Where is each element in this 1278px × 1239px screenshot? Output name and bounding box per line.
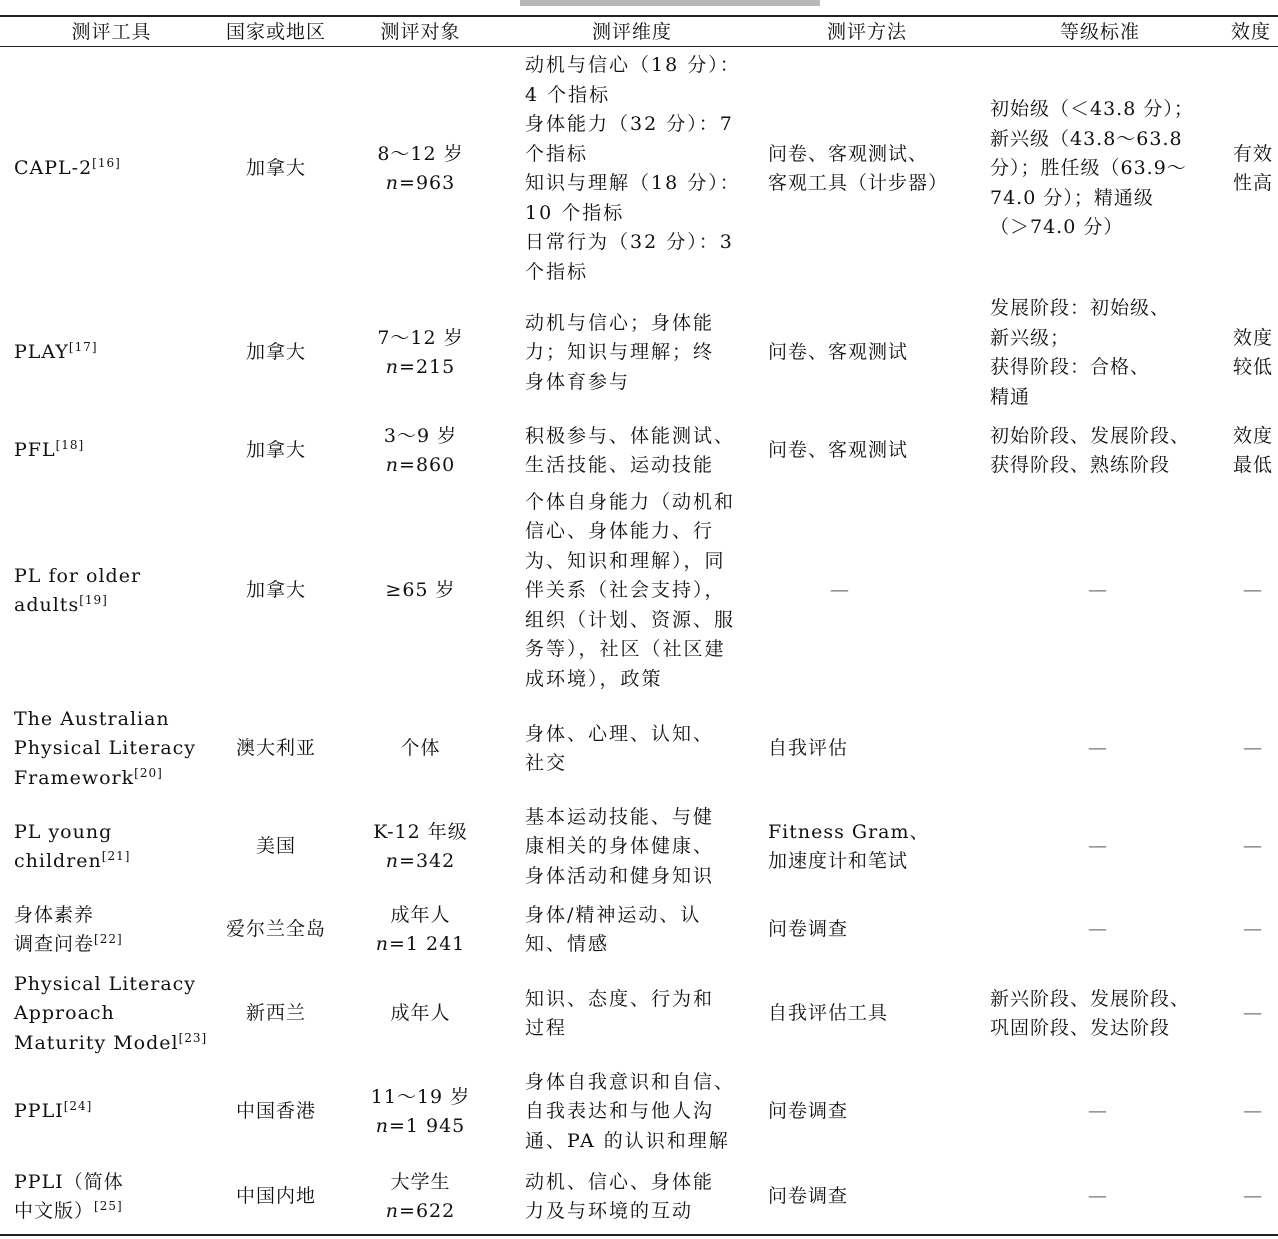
cell-method: 问卷调查 (768, 1185, 849, 1208)
table-header-rule (0, 46, 1278, 47)
cell-target (343, 966, 498, 1062)
tool-reference: [22] (94, 932, 123, 946)
target-group: 成年人 (390, 903, 451, 926)
table-caption-fragment (520, 0, 820, 6)
header-validity: 效度 (1230, 21, 1271, 43)
cell-levels: 初始阶段、发展阶段、 获得阶段、熟练阶段 (990, 424, 1191, 476)
tool-name: The Australian Physical Literacy Framework (14, 707, 197, 789)
sample-size-symbol: n (385, 172, 400, 194)
cell-tool (14, 486, 209, 696)
table-row (0, 418, 1278, 484)
cell-region: 加拿大 (245, 579, 306, 602)
cell-levels: — (1088, 918, 1108, 941)
cell-validity: — (1243, 579, 1263, 602)
sample-size (343, 1112, 498, 1142)
cell-dimensions: 身体、心理、认知、 社交 (525, 722, 715, 774)
tool-reference: [25] (94, 1199, 123, 1213)
cell-validity: — (1243, 1100, 1263, 1123)
cell-tool (14, 698, 209, 800)
sample-size-symbol: n (385, 356, 400, 378)
sample-size-value: =215 (399, 356, 456, 378)
cell-region: 澳大利亚 (235, 737, 316, 760)
cell-target (343, 698, 498, 800)
cell-levels: 初始级（＜43.8 分）； 新兴级（43.8～63.8 分）；胜任级（63.9～ 74.0 分）；精通级 （＞74.0 分） (990, 98, 1194, 239)
table-row (0, 1064, 1278, 1160)
table-row (0, 894, 1278, 966)
sample-size-symbol: n (385, 1200, 400, 1222)
cell-method: — (830, 579, 850, 602)
tool-reference: [18] (55, 438, 85, 453)
cell-target (343, 1162, 498, 1232)
cell-levels: — (1088, 1185, 1108, 1208)
cell-tool (14, 802, 209, 892)
cell-target (343, 1064, 498, 1160)
table-top-rule (0, 15, 1278, 17)
tool-name: CAPL-2 (14, 157, 93, 180)
cell-tool (14, 292, 209, 414)
sample-size-value: =1 241 (388, 933, 466, 955)
header-levels: 等级标准 (1059, 21, 1140, 43)
tool-name: PPLI (14, 1100, 64, 1123)
sample-size-value: =860 (399, 454, 456, 476)
table-bottom-rule (0, 1234, 1278, 1236)
cell-levels: — (1088, 835, 1108, 858)
cell-validity: 效度 较低 (1232, 326, 1273, 378)
tool-name: PPLI（简体 中文版） (14, 1170, 124, 1222)
header-dimensions: 测评维度 (591, 21, 672, 43)
cell-tool (14, 1064, 209, 1160)
tool-reference: [21] (101, 849, 131, 863)
cell-validity: — (1243, 737, 1263, 760)
cell-validity: — (1243, 1002, 1263, 1025)
cell-target (343, 418, 498, 484)
header-region: 国家或地区 (225, 21, 326, 43)
table-row (0, 292, 1278, 414)
sample-size (343, 169, 498, 199)
cell-target (343, 50, 498, 288)
cell-levels: 发展阶段：初始级、 新兴级； 获得阶段：合格、 精通 (990, 297, 1171, 408)
cell-validity: 效度 最低 (1232, 424, 1273, 476)
cell-region: 加拿大 (245, 439, 306, 462)
cell-tool (14, 50, 209, 288)
cell-target (343, 292, 498, 414)
sample-size (343, 847, 498, 877)
cell-region: 中国内地 (235, 1185, 316, 1208)
tool-name: PL young children (14, 820, 113, 872)
sample-size (343, 451, 498, 481)
target-group: K-12 年级 (373, 820, 468, 843)
tool-name: Physical Literacy Approach Maturity Model (14, 972, 197, 1054)
cell-region: 爱尔兰全岛 (225, 918, 326, 941)
cell-dimensions: 动机、信心、身体能 力及与环境的互动 (525, 1170, 715, 1222)
cell-region: 加拿大 (245, 157, 306, 180)
sample-size-symbol: n (375, 1115, 389, 1137)
cell-region: 中国香港 (235, 1100, 316, 1123)
cell-region: 美国 (255, 835, 296, 858)
table-row (0, 802, 1278, 892)
target-group: 大学生 (390, 1170, 451, 1193)
cell-method: 问卷、客观测试 (768, 439, 909, 462)
cell-levels: — (1088, 1100, 1108, 1123)
cell-dimensions: 动机与信心（18 分）： 4 个指标 身体能力（32 分）：7 个指标 知识与理解（18 分）： 10 个指标 日常行为（32 分）：3 个指标 (525, 54, 741, 283)
target-group: 8～12 岁 (377, 142, 464, 165)
cell-region: 加拿大 (245, 341, 306, 364)
target-group: 11～19 岁 (370, 1085, 471, 1108)
cell-validity: — (1243, 918, 1263, 941)
cell-target (343, 802, 498, 892)
sample-size-value: =1 945 (388, 1115, 466, 1137)
header-target: 测评对象 (380, 21, 461, 43)
cell-levels: — (1088, 737, 1108, 760)
cell-dimensions: 身体自我意识和自信、 自我表达和与他人沟 通、PA 的认识和理解 (525, 1070, 736, 1152)
cell-validity: — (1243, 835, 1263, 858)
cell-validity: 有效 性高 (1232, 142, 1273, 194)
target-group: 7～12 岁 (377, 326, 464, 349)
table-row (0, 486, 1278, 696)
tool-name: PLAY (14, 341, 69, 364)
tool-reference: [20] (134, 765, 163, 780)
cell-dimensions: 身体/精神运动、认 知、情感 (525, 903, 702, 955)
target-group: 个体 (400, 737, 441, 760)
cell-tool (14, 966, 209, 1062)
table-row (0, 698, 1278, 800)
sample-size-symbol: n (375, 933, 389, 955)
cell-method: 问卷调查 (768, 1100, 849, 1123)
cell-validity: — (1243, 1185, 1263, 1208)
cell-method: 自我评估工具 (768, 1002, 889, 1025)
tool-name: PFL (14, 439, 56, 462)
cell-tool (14, 418, 209, 484)
sample-size-value: =342 (399, 850, 456, 872)
sample-size (343, 930, 498, 960)
cell-region: 新西兰 (245, 1002, 306, 1025)
cell-dimensions: 积极参与、体能测试、 生活技能、运动技能 (525, 424, 736, 476)
sample-size-symbol: n (385, 850, 400, 872)
header-tool: 测评工具 (71, 21, 152, 43)
cell-dimensions: 知识、态度、行为和 过程 (525, 987, 715, 1039)
table-row (0, 966, 1278, 1062)
sample-size-symbol: n (385, 454, 400, 476)
tool-reference: [19] (79, 593, 108, 607)
cell-target (343, 486, 498, 696)
cell-levels: — (1088, 579, 1108, 602)
cell-dimensions: 动机与信心；身体能 力；知识与理解；终 身体育参与 (525, 311, 715, 393)
sample-size (343, 1197, 498, 1227)
tool-reference: [17] (68, 340, 98, 355)
cell-method: 问卷、客观测试 (768, 341, 909, 364)
cell-levels: 新兴阶段、发展阶段、 巩固阶段、发达阶段 (990, 987, 1191, 1039)
target-group: ≥65 岁 (385, 579, 456, 602)
target-group: 3～9 岁 (383, 424, 458, 447)
sample-size (343, 353, 498, 383)
target-group: 成年人 (390, 1002, 451, 1025)
sample-size-value: =963 (399, 172, 456, 194)
cell-method: Fitness Gram、 加速度计和笔试 (768, 820, 930, 872)
cell-tool (14, 894, 209, 966)
cell-method: 问卷、客观测试、 客观工具（计步器） (768, 142, 949, 194)
cell-tool (14, 1162, 209, 1232)
tool-name: 身体素养 调查问卷 (14, 903, 95, 955)
tool-reference: [23] (178, 1030, 208, 1045)
tool-reference: [16] (92, 156, 121, 171)
cell-method: 问卷调查 (768, 918, 849, 941)
cell-dimensions: 个体自身能力（动机和 信心、身体能力、行 为、知识和理解），同 伴关系（社会支持）， 组织（计划、资源、服 务等），社区（社区建 成环境），政策 (525, 490, 736, 690)
cell-method: 自我评估 (768, 737, 849, 760)
table-row (0, 50, 1278, 288)
header-method: 测评方法 (826, 21, 907, 43)
table-row (0, 1162, 1278, 1232)
cell-dimensions: 基本运动技能、与健 康相关的身体健康、 身体活动和健身知识 (525, 805, 715, 887)
tool-reference: [24] (63, 1099, 93, 1114)
cell-target (343, 894, 498, 966)
tool-name: PL for older adults (14, 564, 142, 616)
sample-size-value: =622 (399, 1200, 456, 1222)
